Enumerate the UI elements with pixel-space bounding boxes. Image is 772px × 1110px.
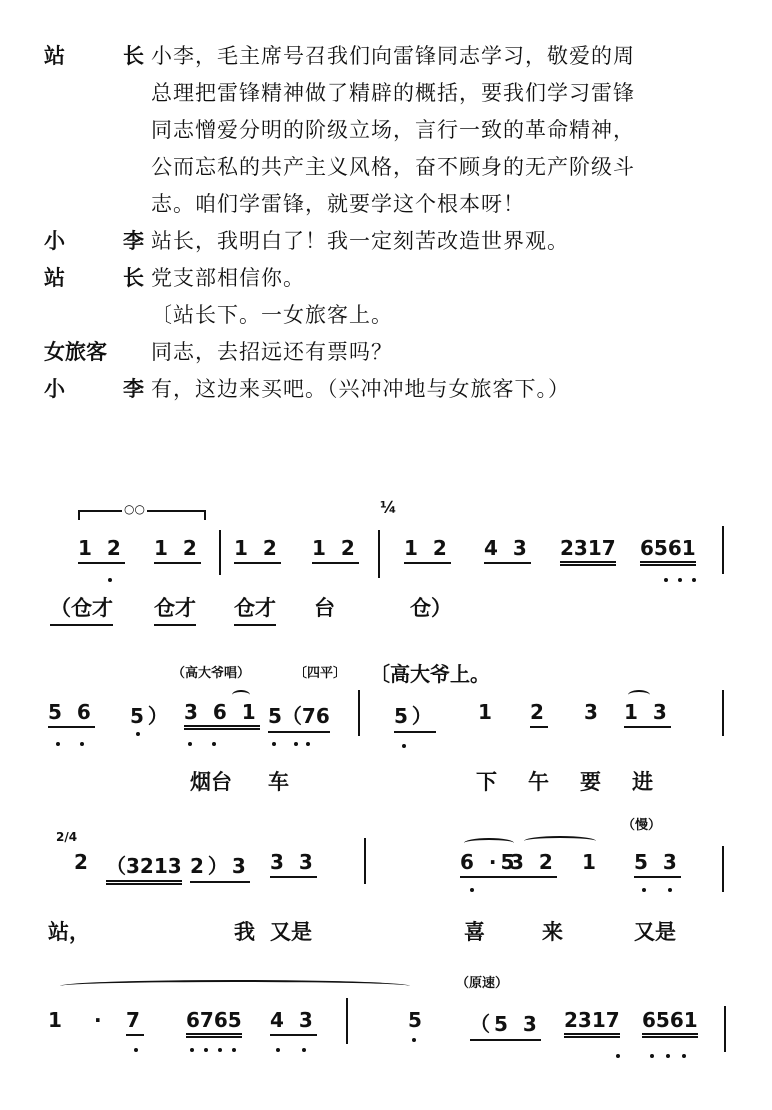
note-group: 1 2 [312,536,359,564]
note-group: 5） [130,704,172,728]
stage-direction-text: 〔站长下。一女旅客上。 [151,303,393,327]
note-group: （5 3 [470,1008,541,1041]
note: 2 [74,850,92,874]
score-row-2 [44,660,744,810]
score-row-4 [44,960,744,1110]
speaker-label [44,260,144,297]
lyric: 又是 [634,920,676,944]
low-octave-dot [190,1048,194,1052]
low-octave-dot [666,1054,670,1058]
barline [378,530,380,578]
low-octave-dot [306,742,310,746]
lyric: 仓才 [154,592,196,626]
tempo-annotation: （原速） [456,976,509,991]
low-octave-dot [664,578,668,582]
note-group: 6 ·5 [460,850,518,878]
lyric: 仓才 [234,592,276,626]
barline [346,998,348,1044]
dialog-section [44,38,754,408]
low-octave-dot [204,1048,208,1052]
long-slur [60,980,410,992]
speaker-label [44,223,144,260]
lyric: 我 [234,920,255,944]
speech-text: 党支部相信你。 [151,266,305,290]
score-row-1 [44,500,744,650]
note-group: 2）3 [190,850,250,883]
note-group: 6765 [186,1008,242,1038]
dialog-line [44,75,754,112]
barline [219,530,221,575]
barline [364,838,366,884]
note-group: 4 3 [484,536,531,564]
lyric: 车 [268,770,289,794]
low-octave-dot [276,1048,280,1052]
speech-text: 同志憎爱分明的阶级立场，言行一致的革命精神， [151,118,635,142]
note-group: 2317 [560,536,616,566]
dialog-line [44,334,754,371]
low-octave-dot [412,1038,416,1042]
speaker-char: 长 [123,266,144,290]
note-group: 6561 [642,1008,698,1038]
speaker-label [44,371,144,408]
lyric: 午 [528,770,549,794]
speaker-char: 小 [44,229,65,253]
low-octave-dot [188,742,192,746]
low-octave-dot [682,1054,686,1058]
lyric: 进 [632,770,653,794]
tempo-annotation: （慢） [622,818,662,833]
dialog-line [44,371,754,408]
note-group: 1 2 [78,536,125,564]
barline [722,846,724,892]
time-signature: 2/4 [56,830,78,844]
note-group: 3 6 1 [184,700,260,730]
dot-extension: · [94,1008,106,1032]
low-octave-dot [616,1054,620,1058]
low-octave-dot [650,1054,654,1058]
speech-text: 小李，毛主席号召我们向雷锋同志学习，敬爱的周 [151,44,635,68]
mode-annotation: 〔四平〕 [294,666,347,681]
speaker-char: 站 [44,266,65,290]
note: 5 [408,1008,426,1032]
note-group: 2317 [564,1008,620,1038]
speaker-label [44,334,144,371]
speech-text: 志。咱们学雷锋，就要学这个根本呀！ [151,192,525,216]
note-group: 4 3 [270,1008,317,1036]
lyric: 喜 [464,920,485,944]
note-group: 5（76 [268,700,330,733]
low-octave-dot [470,888,474,892]
slur [628,690,650,700]
speech-text: 同志，去招远还有票吗？ [151,340,393,364]
speech-text: 总理把雷锋精神做了精辟的概括，要我们学习雷锋 [151,81,635,105]
dialog-line [44,112,754,149]
lyric: 又是 [270,920,312,944]
low-octave-dot [108,578,112,582]
speaker-char: 李 [123,377,144,401]
lyric: 仓） [410,596,452,620]
low-octave-dot [56,742,60,746]
stage-direction-line [44,297,754,334]
low-octave-dot [80,742,84,746]
note-group: （3213 [106,850,182,885]
dialog-line [44,223,754,260]
low-octave-dot [402,744,406,748]
speaker-char: 长 [123,44,144,68]
low-octave-dot [692,578,696,582]
speech-text: 有，这边来买吧。（兴冲冲地与女旅客下。） [151,377,570,401]
note-group: 1 2 [234,536,281,564]
low-octave-dot [272,742,276,746]
note-group: 5 3 [634,850,681,878]
note: 1 [478,700,496,724]
note-group: 5 6 [48,700,95,728]
slur [232,690,250,700]
barline [358,690,360,736]
speaker-char: 女旅客 [44,340,107,364]
note: 7 [126,1008,144,1036]
speech-text: 站长，我明白了！我一定刻苦改造世界观。 [151,229,569,253]
note: 2 [530,700,548,728]
low-octave-dot [642,888,646,892]
singer-annotation: （高大爷唱） [172,666,251,681]
barline [722,526,724,574]
lyric: 要 [580,770,601,794]
low-octave-dot [678,578,682,582]
speaker-char: 站 [44,44,65,68]
speaker-label [44,38,144,75]
note-group: 3 3 [270,850,317,878]
note-group: 5） [394,700,436,733]
low-octave-dot [668,888,672,892]
speaker-char: 李 [123,229,144,253]
dialog-line [44,149,754,186]
stage-direction: 〔高大爷上。 [370,662,490,686]
low-octave-dot [294,742,298,746]
speech-text: 公而忘私的共产主义风格，奋不顾身的无产阶级斗 [151,155,635,179]
barline [722,690,724,736]
low-octave-dot [134,1048,138,1052]
dialog-line [44,186,754,223]
low-octave-dot [218,1048,222,1052]
lyric: （仓才 [50,592,113,626]
slur [524,836,596,846]
speaker-char: 小 [44,377,65,401]
barline [724,1006,726,1052]
time-signature: ¼ [380,498,397,517]
note-group: 6561 [640,536,696,566]
note-group: 1 3 [624,700,671,728]
low-octave-dot [136,732,140,736]
dialog-line [44,38,754,75]
lyric: 台 [314,596,335,620]
note: 3 [584,700,602,724]
note: 1 [582,850,600,874]
low-octave-dot [302,1048,306,1052]
note-group: 1 2 [404,536,451,564]
low-octave-dot [232,1048,236,1052]
lyric: 下 [476,770,497,794]
note-group: 1 2 [154,536,201,564]
slur [464,838,514,848]
bracket-label: ○○ [124,502,145,516]
note: 1 [48,1008,66,1032]
lyric: 来 [542,920,563,944]
note-group: 3 2 [510,850,557,878]
lyric: 站， [48,920,90,944]
lyric: 烟台 [190,770,232,794]
dialog-line [44,260,754,297]
low-octave-dot [212,742,216,746]
score-row-3 [44,810,744,960]
